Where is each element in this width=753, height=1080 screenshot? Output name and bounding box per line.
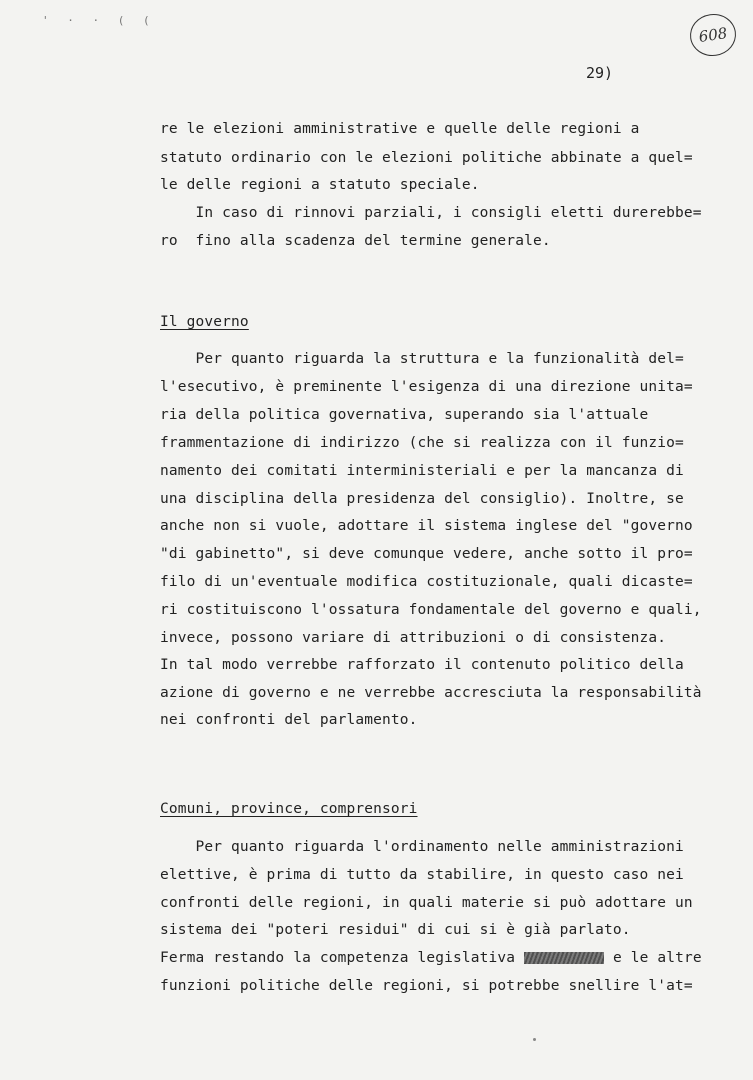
text-line: ro fino alla scadenza del termine generale. <box>160 233 551 249</box>
text-line: azione di governo e ne verrebbe accresciuta la responsabilità <box>160 685 702 701</box>
text-segment: Ferma restando la competenza legislativa <box>160 950 516 966</box>
text-line: le delle regioni a statuto speciale. <box>160 177 480 193</box>
text-line: anche non si vuole, adottare il sistema inglese del "governo <box>160 518 693 534</box>
text-line: funzioni politiche delle regioni, si potrebbe snellire l'at= <box>160 978 693 994</box>
section-heading-governo: Il governo <box>160 314 249 330</box>
text-line: Per quanto riguarda l'ordinamento nelle amministrazioni <box>160 839 684 855</box>
text-line: namento dei comitati interministeriali e per la mancanza di <box>160 463 684 479</box>
text-line: elettive, è prima di tutto da stabilire, in questo caso nei <box>160 867 684 883</box>
text-line: re le elezioni amministrative e quelle delle regioni a <box>160 121 640 137</box>
text-line: nei confronti del parlamento. <box>160 712 418 728</box>
speck <box>533 1038 536 1041</box>
section-heading-comuni: Comuni, province, comprensori <box>160 801 418 817</box>
text-line: ri costituiscono l'ossatura fondamentale del governo e quali, <box>160 602 702 618</box>
corner-marks: ' · · ( ( <box>42 14 156 27</box>
text-line: ria della politica governativa, superando sia l'attuale <box>160 407 649 423</box>
text-segment: e le altre <box>612 950 702 966</box>
page-stamp: 608 <box>687 11 738 59</box>
text-line: frammentazione di indirizzo (che si realizza con il funzio= <box>160 435 684 451</box>
page-number: 29) <box>586 64 614 82</box>
text-line: In tal modo verrebbe rafforzato il contenuto politico della <box>160 657 684 673</box>
text-line: una disciplina della presidenza del consiglio). Inoltre, se <box>160 491 684 507</box>
text-line <box>160 950 702 966</box>
struck-out-word <box>524 952 604 964</box>
text-line: invece, possono variare di attribuzioni o di consistenza. <box>160 630 667 646</box>
text-line: "di gabinetto", si deve comunque vedere, anche sotto il pro= <box>160 546 693 562</box>
text-line: confronti delle regioni, in quali materie si può adottare un <box>160 895 693 911</box>
text-line: sistema dei "poteri residui" di cui si è già parlato. <box>160 922 631 938</box>
text-line: In caso di rinnovi parziali, i consigli eletti durerebbe= <box>160 205 702 221</box>
text-line: statuto ordinario con le elezioni politiche abbinate a quel= <box>160 150 693 166</box>
text-line: Per quanto riguarda la struttura e la funzionalità del= <box>160 351 684 367</box>
text-line: filo di un'eventuale modifica costituzionale, quali dicaste= <box>160 574 693 590</box>
text-line: l'esecutivo, è preminente l'esigenza di una direzione unita= <box>160 379 693 395</box>
